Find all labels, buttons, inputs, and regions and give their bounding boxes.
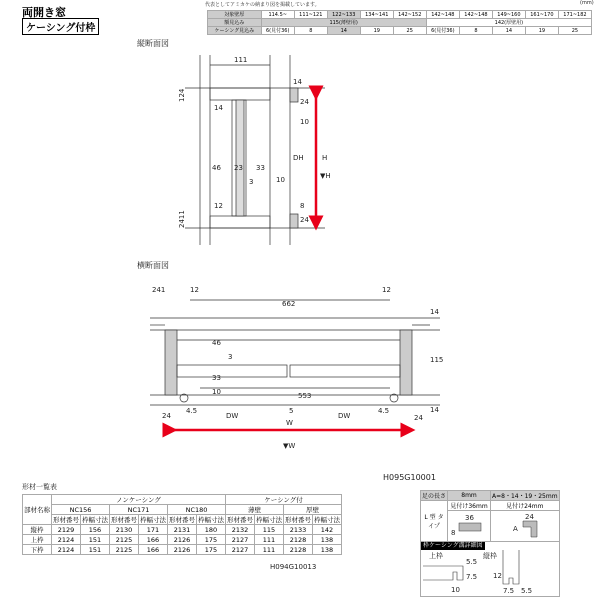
page-title: 両開き窓 bbox=[22, 6, 66, 19]
cell: 2131 bbox=[168, 525, 197, 535]
cell: 138 bbox=[313, 535, 342, 545]
table-row bbox=[23, 535, 342, 545]
dim-label: 3 bbox=[228, 353, 233, 361]
cell: ノンケーシング bbox=[52, 495, 226, 505]
cell: 14 bbox=[327, 27, 360, 35]
groove-detail bbox=[421, 550, 547, 596]
cell: ケーシング付 bbox=[226, 495, 342, 505]
l-casing-36-icon bbox=[449, 511, 489, 539]
cell: 2132 bbox=[226, 525, 255, 535]
cell: 部材名称 bbox=[23, 495, 52, 525]
dim-label: 24 bbox=[300, 98, 309, 106]
dim-label: 36 bbox=[465, 514, 474, 522]
cell: 151 bbox=[81, 545, 110, 555]
dim-label: 111 bbox=[234, 56, 248, 64]
dim-label: DH bbox=[293, 154, 304, 162]
dim-label: ▼H bbox=[320, 172, 331, 180]
dim-label: 3 bbox=[249, 178, 254, 186]
cell: 171 bbox=[139, 525, 168, 535]
cell: 25 bbox=[558, 27, 591, 35]
cell: NC171 bbox=[110, 505, 168, 515]
dim-label: 12 bbox=[493, 572, 502, 580]
cell: 2128 bbox=[284, 545, 313, 555]
dim-label: DW bbox=[338, 412, 351, 420]
cell: 111 bbox=[255, 535, 284, 545]
cell: L 型 タイプ bbox=[421, 501, 448, 542]
cell: 151 bbox=[81, 535, 110, 545]
cell: 2126 bbox=[168, 535, 197, 545]
dim-label: 46 bbox=[212, 164, 221, 172]
top-table-unit: (mm) bbox=[580, 0, 594, 6]
cell: 8 bbox=[459, 27, 492, 35]
l-casing-24-icon bbox=[505, 511, 545, 539]
dim-label: 12 bbox=[382, 286, 391, 294]
cell: 142 bbox=[313, 525, 342, 535]
cell: 2124 bbox=[52, 545, 81, 555]
dim-label: 4.5 bbox=[378, 407, 390, 415]
cell: 156 bbox=[81, 525, 110, 535]
drawing-code-2: H094G10013 bbox=[270, 563, 317, 571]
cell: 19 bbox=[360, 27, 393, 35]
dim-label: 115 bbox=[430, 356, 444, 364]
cell: 111 bbox=[255, 545, 284, 555]
cell: 122~133 bbox=[327, 11, 360, 19]
cell: 25 bbox=[393, 27, 426, 35]
cell: 形材番号 bbox=[111, 516, 137, 524]
top-table-note: 代表としてアミカケの納まり図を掲載しています。 bbox=[205, 2, 320, 8]
dim-label: 24 bbox=[300, 216, 309, 224]
dim-label: 8 bbox=[451, 529, 456, 537]
dim-label: W bbox=[286, 419, 293, 427]
dim-label: 33 bbox=[212, 374, 221, 382]
cell: 形材番号 bbox=[53, 516, 79, 524]
cell: 180 bbox=[197, 525, 226, 535]
row-name: 縦枠 bbox=[23, 525, 52, 535]
cell: A=8・14・19・25mm bbox=[491, 491, 560, 501]
dim-label: 24 bbox=[524, 513, 534, 521]
cell: 142~152 bbox=[393, 11, 426, 19]
cell: 2125 bbox=[110, 535, 139, 545]
cell: 足の長さ bbox=[421, 491, 448, 501]
dim-label: 10 bbox=[212, 388, 221, 396]
parts-table bbox=[22, 494, 342, 555]
detail-title: 枠ケーシング溝詳細図 bbox=[423, 542, 483, 549]
cell: 19 bbox=[525, 27, 558, 35]
cell: ケーシング見込み bbox=[208, 27, 262, 35]
cell: 2128 bbox=[284, 535, 313, 545]
cell: 149~160 bbox=[492, 11, 525, 19]
horizontal-section bbox=[150, 300, 440, 405]
dim-label: ▼W bbox=[283, 442, 296, 450]
dim-label: 2411 bbox=[178, 210, 186, 228]
dim-label: 24 bbox=[162, 412, 171, 420]
cell: 166 bbox=[139, 545, 168, 555]
cell: 142(厚壁用) bbox=[426, 19, 591, 27]
dim-label: 5 bbox=[289, 407, 294, 415]
dim-label: 14 bbox=[214, 104, 223, 112]
dim-label: 上枠 bbox=[429, 552, 443, 560]
cell: 6(見付36) bbox=[261, 27, 294, 35]
dim-label: 14 bbox=[430, 406, 439, 414]
cell: NC156 bbox=[52, 505, 110, 515]
cell: 形材番号 bbox=[169, 516, 195, 524]
vertical-section-title: 縦断面図 bbox=[137, 39, 169, 48]
cell: 厚壁 bbox=[284, 505, 342, 515]
parts-table-title: 形材一覧表 bbox=[22, 483, 57, 491]
row-name: 下枠 bbox=[23, 545, 52, 555]
cell: 形材番号 bbox=[285, 516, 311, 524]
dim-label: 662 bbox=[282, 300, 296, 308]
cell bbox=[421, 542, 560, 597]
cell: 見付け36mm bbox=[448, 501, 491, 511]
dim-label: 24 bbox=[414, 414, 423, 422]
cell: 額見込み bbox=[208, 19, 262, 27]
cell: 枠幅寸法 bbox=[140, 516, 166, 524]
cell: 2126 bbox=[168, 545, 197, 555]
dim-label: 14 bbox=[430, 308, 439, 316]
table-row bbox=[23, 525, 342, 535]
cell: 166 bbox=[139, 535, 168, 545]
dim-label: 241 bbox=[152, 286, 166, 294]
cell bbox=[448, 511, 491, 542]
cell: 2133 bbox=[284, 525, 313, 535]
dim-label: 5.5 bbox=[521, 587, 533, 595]
dim-label: 10 bbox=[300, 118, 309, 126]
cell: 142~148 bbox=[426, 11, 459, 19]
dim-label: DW bbox=[226, 412, 239, 420]
page-subtitle: ケーシング付枠 bbox=[22, 18, 99, 35]
cell: 171~182 bbox=[558, 11, 591, 19]
cell: 2127 bbox=[226, 535, 255, 545]
cell: 8mm bbox=[448, 491, 491, 501]
dim-label: 553 bbox=[298, 392, 312, 400]
cell: 134~141 bbox=[360, 11, 393, 19]
cell: 枠幅寸法 bbox=[314, 516, 340, 524]
cell: 2125 bbox=[110, 545, 139, 555]
cell: 142~148 bbox=[459, 11, 492, 19]
dim-label: 10 bbox=[276, 176, 285, 184]
dim-label: 7.5 bbox=[503, 587, 515, 595]
dim-label: 14 bbox=[293, 78, 302, 86]
dim-label: 8 bbox=[300, 202, 305, 210]
dim-label: 23 bbox=[234, 164, 243, 172]
cell: 見付け24mm bbox=[491, 501, 560, 511]
cell: 2124 bbox=[52, 535, 81, 545]
cell: 175 bbox=[197, 535, 226, 545]
dim-label: 10 bbox=[451, 586, 460, 594]
table-row bbox=[23, 545, 342, 555]
cell: 2130 bbox=[110, 525, 139, 535]
drawing-code: H095G10001 bbox=[383, 473, 436, 482]
dim-label: 46 bbox=[212, 339, 221, 347]
cell: 薄壁 bbox=[226, 505, 284, 515]
cell: 枠幅寸法 bbox=[82, 516, 108, 524]
horizontal-section-title: 横断面図 bbox=[137, 261, 169, 270]
dim-label: 33 bbox=[256, 164, 265, 172]
dim-label: 4.5 bbox=[186, 407, 198, 415]
dim-label: 7.5 bbox=[466, 573, 478, 581]
casing-table bbox=[420, 490, 560, 597]
cell: 138 bbox=[313, 545, 342, 555]
dim-label: H bbox=[322, 154, 328, 162]
cell: 8 bbox=[294, 27, 327, 35]
dim-label: 縦枠 bbox=[483, 552, 497, 560]
cell: 111~121 bbox=[294, 11, 327, 19]
cell: 6(見付36) bbox=[426, 27, 459, 35]
cell bbox=[491, 511, 560, 542]
dim-label: 12 bbox=[190, 286, 199, 294]
dim-label: A bbox=[512, 525, 518, 533]
cell: NC180 bbox=[168, 505, 226, 515]
cell: 形材番号 bbox=[227, 516, 253, 524]
cell: 175 bbox=[197, 545, 226, 555]
cell: 115 bbox=[255, 525, 284, 535]
cell: 対象壁厚 bbox=[208, 11, 262, 19]
cell: 114.5~ bbox=[261, 11, 294, 19]
dim-label: 124 bbox=[178, 88, 186, 102]
dim-label: 5.5 bbox=[466, 558, 478, 566]
cell: 2127 bbox=[226, 545, 255, 555]
cell: 枠幅寸法 bbox=[198, 516, 224, 524]
cell: 14 bbox=[492, 27, 525, 35]
dim-label: 12 bbox=[214, 202, 223, 210]
cell: 161~170 bbox=[525, 11, 558, 19]
cell: 2129 bbox=[52, 525, 81, 535]
cell: 115(薄壁用) bbox=[261, 19, 426, 27]
row-name: 上枠 bbox=[23, 535, 52, 545]
cell: 枠幅寸法 bbox=[256, 516, 282, 524]
